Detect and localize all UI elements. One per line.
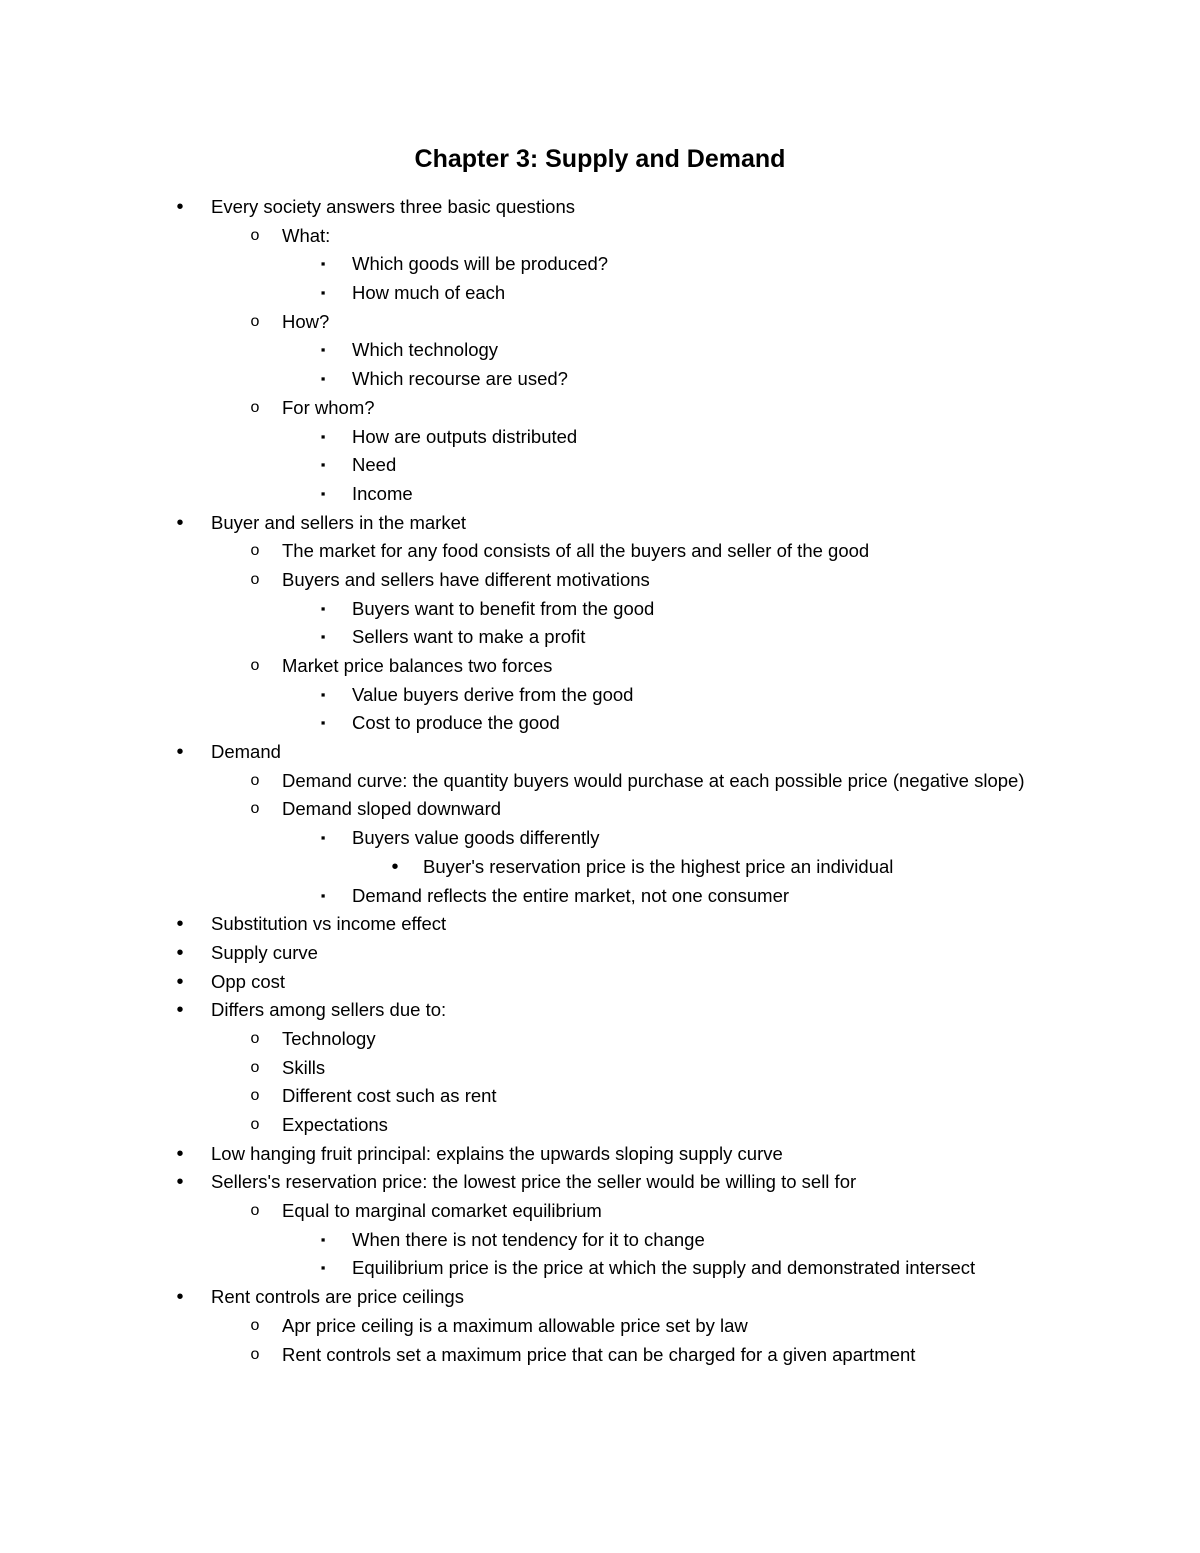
circle-bullet-icon: o <box>250 1058 260 1076</box>
list-item <box>0 537 1200 566</box>
circle-bullet-icon: o <box>250 1029 260 1047</box>
list-item-text: Sellers's reservation price: the lowest price the seller would be willing to sell for <box>211 1171 857 1193</box>
list-item-text: Market price balances two forces <box>282 655 553 676</box>
list-item-text: The market for any food consists of all the buyers and seller of the good <box>282 540 870 562</box>
list-item <box>0 509 1200 538</box>
bullet-icon: • <box>176 999 184 1022</box>
list-item-text: Equilibrium price is the price at which the supply and demonstrated intersect <box>352 1257 976 1279</box>
square-bullet-icon: ▪ <box>320 1260 326 1276</box>
bullet-icon: • <box>176 941 184 964</box>
circle-bullet-icon: o <box>250 1116 260 1134</box>
square-bullet-icon: ▪ <box>320 887 326 903</box>
list-item-text: Opp cost <box>211 970 286 992</box>
bullet-icon: • <box>176 970 184 993</box>
list-item <box>0 709 1200 738</box>
list-item-text: Sellers want to make a profit <box>352 626 586 648</box>
list-item-text: Demand reflects the entire market, not one consumer <box>352 884 790 906</box>
list-item <box>0 308 1200 337</box>
list-item <box>0 1054 1200 1083</box>
list-item <box>0 336 1200 365</box>
list-item-text: Different cost such as rent <box>282 1085 497 1107</box>
list-item-text: Expectations <box>282 1114 388 1136</box>
bullet-icon: • <box>176 741 184 764</box>
list-item <box>0 193 1200 222</box>
bullet-icon: • <box>176 511 184 534</box>
list-item <box>0 939 1200 968</box>
list-item-text: Demand sloped downward <box>282 798 502 820</box>
list-item <box>0 1197 1200 1226</box>
list-item-text: Supply curve <box>211 941 318 963</box>
list-item <box>0 681 1200 710</box>
list-item-text: When there is not tendency for it to change <box>352 1228 705 1250</box>
list-item-text: Which technology <box>352 339 499 361</box>
list-item-text: Need <box>352 454 397 476</box>
list-item-text: Skills <box>282 1056 326 1078</box>
list-item <box>0 423 1200 452</box>
bullet-icon: • <box>176 1142 184 1165</box>
list-item-text: Income <box>352 482 413 504</box>
list-item <box>0 1140 1200 1169</box>
list-item-text: Which recourse are used? <box>352 368 568 390</box>
list-item <box>0 824 1200 853</box>
list-item <box>0 882 1200 911</box>
list-item <box>0 1168 1200 1197</box>
list-item-text: For whom? <box>282 396 375 418</box>
list-item <box>0 853 1200 882</box>
list-item-text: Buyers value goods differently <box>352 827 600 849</box>
list-item-text: Rent controls are price ceilings <box>211 1286 464 1308</box>
list-item <box>0 1082 1200 1111</box>
square-bullet-icon: ▪ <box>320 1231 326 1247</box>
circle-bullet-icon: o <box>250 542 260 560</box>
bullet-icon: • <box>391 855 399 878</box>
list-item <box>0 767 1200 796</box>
bullet-icon: • <box>176 196 184 218</box>
circle-bullet-icon: o <box>250 771 260 789</box>
list-item-text: Value buyers derive from the good <box>352 683 634 705</box>
square-bullet-icon: ▪ <box>320 715 326 731</box>
list-item-text: Buyers want to benefit from the good <box>352 597 655 619</box>
circle-bullet-icon: o <box>250 1087 260 1105</box>
list-item <box>0 222 1200 251</box>
list-item <box>0 1341 1200 1370</box>
list-item-text: How much of each <box>352 282 506 304</box>
list-item <box>0 795 1200 824</box>
square-bullet-icon: ▪ <box>320 830 326 846</box>
list-item <box>0 968 1200 997</box>
list-item-text: How? <box>282 310 330 332</box>
square-bullet-icon: ▪ <box>320 285 326 301</box>
bullet-icon: • <box>176 1286 184 1309</box>
circle-bullet-icon: o <box>250 312 260 330</box>
list-item-text: What: <box>282 224 331 246</box>
list-item <box>0 623 1200 652</box>
circle-bullet-icon: o <box>250 1202 260 1220</box>
page-title: Chapter 3: Supply and Demand <box>414 145 786 173</box>
list-item-text: Equal to marginal comarket equilibrium <box>282 1200 602 1222</box>
square-bullet-icon: ▪ <box>320 686 326 702</box>
list-item-text: Rent controls set a maximum price that can be charged for a given apartment <box>282 1343 916 1365</box>
square-bullet-icon: ▪ <box>320 629 326 645</box>
list-item <box>0 451 1200 480</box>
list-item-text: Demand <box>211 741 281 763</box>
list-item <box>0 595 1200 624</box>
circle-bullet-icon: o <box>250 1345 260 1363</box>
circle-bullet-icon: o <box>250 1316 260 1334</box>
list-item-text: Every society answers three basic questions <box>211 196 576 217</box>
list-item <box>0 394 1200 423</box>
list-item-text: Apr price ceiling is a maximum allowable price set by law <box>282 1314 748 1336</box>
circle-bullet-icon: o <box>250 398 260 416</box>
list-item-text: Demand curve: the quantity buyers would purchase at each possible price (negative slope) <box>282 769 1025 791</box>
list-item <box>0 566 1200 595</box>
list-item <box>0 910 1200 939</box>
square-bullet-icon: ▪ <box>320 428 326 444</box>
circle-bullet-icon: o <box>250 226 260 244</box>
circle-bullet-icon: o <box>250 570 260 588</box>
square-bullet-icon: ▪ <box>320 457 326 473</box>
list-item <box>0 1283 1200 1312</box>
list-item <box>0 1254 1200 1283</box>
list-item <box>0 1226 1200 1255</box>
list-item <box>0 738 1200 767</box>
list-item-text: Buyer's reservation price is the highest price an individual <box>423 855 894 877</box>
list-item-text: Cost to produce the good <box>352 712 560 734</box>
square-bullet-icon: ▪ <box>320 485 326 501</box>
square-bullet-icon: ▪ <box>320 600 326 616</box>
list-item <box>0 1312 1200 1341</box>
bullet-icon: • <box>176 913 184 936</box>
list-item-text: Substitution vs income effect <box>211 913 447 935</box>
square-bullet-icon: ▪ <box>320 371 326 387</box>
list-item-text: Buyer and sellers in the market <box>211 511 467 533</box>
list-item-text: Technology <box>282 1027 376 1049</box>
list-item-text: How are outputs distributed <box>352 425 578 447</box>
list-item <box>0 996 1200 1025</box>
list-item-text: Buyers and sellers have different motivations <box>282 568 650 590</box>
list-item-text: Which goods will be produced? <box>352 253 609 275</box>
list-item <box>0 480 1200 509</box>
bullet-icon: • <box>176 1171 184 1194</box>
list-item <box>0 1111 1200 1140</box>
list-item <box>0 1025 1200 1054</box>
square-bullet-icon: ▪ <box>320 256 326 272</box>
list-item <box>0 250 1200 279</box>
list-item-text: Differs among sellers due to: <box>211 999 447 1021</box>
list-item <box>0 652 1200 681</box>
circle-bullet-icon: o <box>250 657 260 674</box>
list-item <box>0 279 1200 308</box>
bullet-outline <box>0 193 1200 1369</box>
list-item-text: Low hanging fruit principal: explains the upwards sloping supply curve <box>211 1142 783 1164</box>
square-bullet-icon: ▪ <box>320 342 326 358</box>
list-item <box>0 365 1200 394</box>
circle-bullet-icon: o <box>250 800 260 818</box>
